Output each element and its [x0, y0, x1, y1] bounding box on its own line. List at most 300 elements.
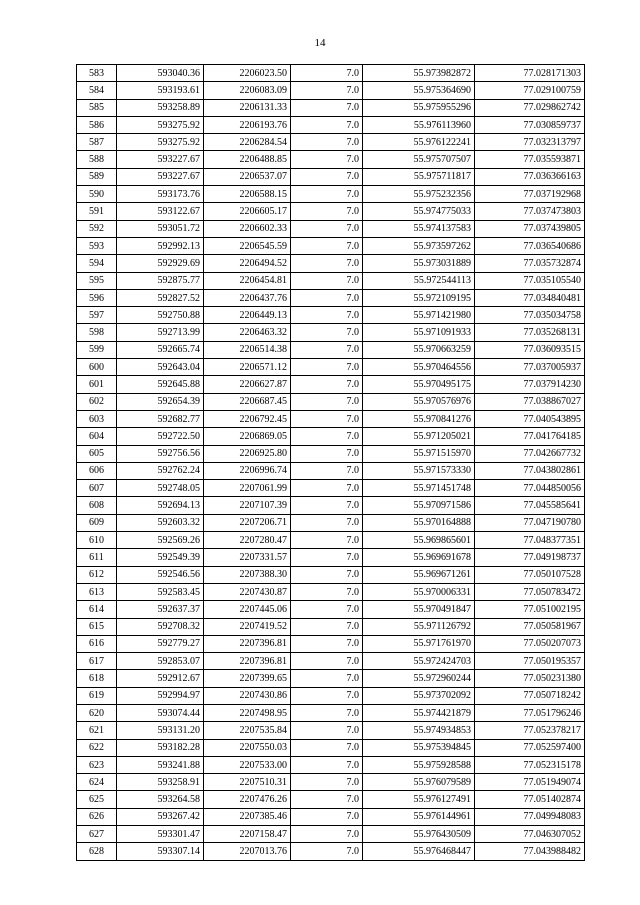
- point-number-cell: 615: [77, 618, 117, 635]
- y-coordinate-cell: 2206437.76: [204, 289, 291, 306]
- table-row: [77, 549, 585, 566]
- longitude-cell: 77.035105540: [475, 272, 585, 289]
- x-coordinate-cell: 592779.27: [117, 635, 204, 652]
- longitude-cell: 77.048377351: [475, 532, 585, 549]
- y-coordinate-cell: 2207013.76: [204, 843, 291, 860]
- y-coordinate-cell: 2206131.33: [204, 99, 291, 116]
- point-number-cell: 625: [77, 791, 117, 808]
- table-row: [77, 116, 585, 133]
- latitude-cell: 55.970576976: [363, 393, 475, 410]
- latitude-cell: 55.970491847: [363, 601, 475, 618]
- longitude-cell: 77.050207073: [475, 635, 585, 652]
- longitude-cell: 77.051949074: [475, 774, 585, 791]
- value-cell: 7.0: [291, 186, 363, 203]
- table-row: [77, 341, 585, 358]
- longitude-cell: 77.050107528: [475, 566, 585, 583]
- longitude-cell: 77.052378217: [475, 722, 585, 739]
- point-number-cell: 606: [77, 462, 117, 479]
- longitude-cell: 77.052315178: [475, 756, 585, 773]
- longitude-cell: 77.040543895: [475, 410, 585, 427]
- value-cell: 7.0: [291, 791, 363, 808]
- value-cell: 7.0: [291, 428, 363, 445]
- table-row: [77, 307, 585, 324]
- x-coordinate-cell: 592643.04: [117, 359, 204, 376]
- value-cell: 7.0: [291, 410, 363, 427]
- latitude-cell: 55.976127491: [363, 791, 475, 808]
- y-coordinate-cell: 2206284.54: [204, 134, 291, 151]
- table-row: [77, 497, 585, 514]
- y-coordinate-cell: 2207445.06: [204, 601, 291, 618]
- value-cell: 7.0: [291, 514, 363, 531]
- point-number-cell: 618: [77, 670, 117, 687]
- table-row: [77, 843, 585, 860]
- latitude-cell: 55.973031889: [363, 255, 475, 272]
- latitude-cell: 55.975232356: [363, 186, 475, 203]
- value-cell: 7.0: [291, 618, 363, 635]
- latitude-cell: 55.976079589: [363, 774, 475, 791]
- y-coordinate-cell: 2206571.12: [204, 359, 291, 376]
- y-coordinate-cell: 2207396.81: [204, 635, 291, 652]
- point-number-cell: 586: [77, 116, 117, 133]
- x-coordinate-cell: 592748.05: [117, 480, 204, 497]
- table-row: [77, 480, 585, 497]
- coordinates-table-body: [77, 65, 585, 861]
- longitude-cell: 77.043988482: [475, 843, 585, 860]
- latitude-cell: 55.974934853: [363, 722, 475, 739]
- latitude-cell: 55.969865601: [363, 532, 475, 549]
- value-cell: 7.0: [291, 134, 363, 151]
- value-cell: 7.0: [291, 393, 363, 410]
- longitude-cell: 77.028171303: [475, 65, 585, 82]
- longitude-cell: 77.036540686: [475, 237, 585, 254]
- latitude-cell: 55.970663259: [363, 341, 475, 358]
- latitude-cell: 55.975364690: [363, 82, 475, 99]
- y-coordinate-cell: 2207061.99: [204, 480, 291, 497]
- x-coordinate-cell: 592912.67: [117, 670, 204, 687]
- longitude-cell: 77.035034758: [475, 307, 585, 324]
- point-number-cell: 597: [77, 307, 117, 324]
- y-coordinate-cell: 2206083.09: [204, 82, 291, 99]
- point-number-cell: 614: [77, 601, 117, 618]
- x-coordinate-cell: 593051.72: [117, 220, 204, 237]
- longitude-cell: 77.034840481: [475, 289, 585, 306]
- table-row: [77, 514, 585, 531]
- point-number-cell: 626: [77, 808, 117, 825]
- longitude-cell: 77.035593871: [475, 151, 585, 168]
- value-cell: 7.0: [291, 99, 363, 116]
- y-coordinate-cell: 2207533.00: [204, 756, 291, 773]
- y-coordinate-cell: 2206454.81: [204, 272, 291, 289]
- table-row: [77, 635, 585, 652]
- latitude-cell: 55.973982872: [363, 65, 475, 82]
- table-row: [77, 653, 585, 670]
- x-coordinate-cell: 593258.89: [117, 99, 204, 116]
- latitude-cell: 55.971126792: [363, 618, 475, 635]
- x-coordinate-cell: 592853.07: [117, 653, 204, 670]
- x-coordinate-cell: 593307.14: [117, 843, 204, 860]
- latitude-cell: 55.969691678: [363, 549, 475, 566]
- latitude-cell: 55.970971586: [363, 497, 475, 514]
- value-cell: 7.0: [291, 341, 363, 358]
- x-coordinate-cell: 592708.32: [117, 618, 204, 635]
- point-number-cell: 585: [77, 99, 117, 116]
- longitude-cell: 77.037439805: [475, 220, 585, 237]
- value-cell: 7.0: [291, 808, 363, 825]
- longitude-cell: 77.038867027: [475, 393, 585, 410]
- point-number-cell: 596: [77, 289, 117, 306]
- table-row: [77, 739, 585, 756]
- x-coordinate-cell: 592756.56: [117, 445, 204, 462]
- x-coordinate-cell: 593301.47: [117, 826, 204, 843]
- latitude-cell: 55.974137583: [363, 220, 475, 237]
- value-cell: 7.0: [291, 65, 363, 82]
- table-row: [77, 756, 585, 773]
- longitude-cell: 77.037473803: [475, 203, 585, 220]
- table-row: [77, 237, 585, 254]
- point-number-cell: 603: [77, 410, 117, 427]
- y-coordinate-cell: 2206996.74: [204, 462, 291, 479]
- latitude-cell: 55.976468447: [363, 843, 475, 860]
- latitude-cell: 55.976430509: [363, 826, 475, 843]
- table-row: [77, 220, 585, 237]
- point-number-cell: 589: [77, 168, 117, 185]
- latitude-cell: 55.971091933: [363, 324, 475, 341]
- y-coordinate-cell: 2207206.71: [204, 514, 291, 531]
- longitude-cell: 77.029862742: [475, 99, 585, 116]
- latitude-cell: 55.970006331: [363, 583, 475, 600]
- value-cell: 7.0: [291, 704, 363, 721]
- latitude-cell: 55.971515970: [363, 445, 475, 462]
- point-number-cell: 593: [77, 237, 117, 254]
- y-coordinate-cell: 2207476.26: [204, 791, 291, 808]
- y-coordinate-cell: 2206537.07: [204, 168, 291, 185]
- x-coordinate-cell: 593173.76: [117, 186, 204, 203]
- y-coordinate-cell: 2206545.59: [204, 237, 291, 254]
- longitude-cell: 77.036366163: [475, 168, 585, 185]
- x-coordinate-cell: 593264.58: [117, 791, 204, 808]
- x-coordinate-cell: 593267.42: [117, 808, 204, 825]
- longitude-cell: 77.037914230: [475, 376, 585, 393]
- y-coordinate-cell: 2206449.13: [204, 307, 291, 324]
- value-cell: 7.0: [291, 601, 363, 618]
- value-cell: 7.0: [291, 843, 363, 860]
- page-number: 14: [314, 37, 326, 49]
- y-coordinate-cell: 2206627.87: [204, 376, 291, 393]
- x-coordinate-cell: 593275.92: [117, 134, 204, 151]
- x-coordinate-cell: 593074.44: [117, 704, 204, 721]
- table-row: [77, 134, 585, 151]
- value-cell: 7.0: [291, 583, 363, 600]
- latitude-cell: 55.972424703: [363, 653, 475, 670]
- y-coordinate-cell: 2206792.45: [204, 410, 291, 427]
- table-row: [77, 324, 585, 341]
- table-row: [77, 774, 585, 791]
- latitude-cell: 55.973597262: [363, 237, 475, 254]
- latitude-cell: 55.970464556: [363, 359, 475, 376]
- y-coordinate-cell: 2206687.45: [204, 393, 291, 410]
- x-coordinate-cell: 593241.88: [117, 756, 204, 773]
- x-coordinate-cell: 592569.26: [117, 532, 204, 549]
- table-row: [77, 462, 585, 479]
- x-coordinate-cell: 592603.32: [117, 514, 204, 531]
- y-coordinate-cell: 2207430.86: [204, 687, 291, 704]
- longitude-cell: 77.051402874: [475, 791, 585, 808]
- value-cell: 7.0: [291, 168, 363, 185]
- y-coordinate-cell: 2206869.05: [204, 428, 291, 445]
- table-row: [77, 376, 585, 393]
- x-coordinate-cell: 593275.92: [117, 116, 204, 133]
- x-coordinate-cell: 592682.77: [117, 410, 204, 427]
- latitude-cell: 55.976144961: [363, 808, 475, 825]
- table-row: [77, 601, 585, 618]
- x-coordinate-cell: 592762.24: [117, 462, 204, 479]
- latitude-cell: 55.976122241: [363, 134, 475, 151]
- value-cell: 7.0: [291, 462, 363, 479]
- point-number-cell: 590: [77, 186, 117, 203]
- longitude-cell: 77.051002195: [475, 601, 585, 618]
- y-coordinate-cell: 2207430.87: [204, 583, 291, 600]
- x-coordinate-cell: 593258.91: [117, 774, 204, 791]
- table-row: [77, 445, 585, 462]
- point-number-cell: 624: [77, 774, 117, 791]
- table-row: [77, 393, 585, 410]
- value-cell: 7.0: [291, 116, 363, 133]
- table-row: [77, 151, 585, 168]
- table-row: [77, 704, 585, 721]
- value-cell: 7.0: [291, 220, 363, 237]
- x-coordinate-cell: 593040.36: [117, 65, 204, 82]
- y-coordinate-cell: 2207388.30: [204, 566, 291, 583]
- value-cell: 7.0: [291, 203, 363, 220]
- point-number-cell: 617: [77, 653, 117, 670]
- point-number-cell: 623: [77, 756, 117, 773]
- value-cell: 7.0: [291, 445, 363, 462]
- x-coordinate-cell: 593227.67: [117, 168, 204, 185]
- point-number-cell: 627: [77, 826, 117, 843]
- latitude-cell: 55.971205021: [363, 428, 475, 445]
- x-coordinate-cell: 592992.13: [117, 237, 204, 254]
- longitude-cell: 77.047190780: [475, 514, 585, 531]
- point-number-cell: 598: [77, 324, 117, 341]
- point-number-cell: 620: [77, 704, 117, 721]
- value-cell: 7.0: [291, 739, 363, 756]
- value-cell: 7.0: [291, 653, 363, 670]
- longitude-cell: 77.051796246: [475, 704, 585, 721]
- point-number-cell: 600: [77, 359, 117, 376]
- longitude-cell: 77.037005937: [475, 359, 585, 376]
- latitude-cell: 55.972960244: [363, 670, 475, 687]
- value-cell: 7.0: [291, 549, 363, 566]
- value-cell: 7.0: [291, 272, 363, 289]
- table-row: [77, 359, 585, 376]
- latitude-cell: 55.975707507: [363, 151, 475, 168]
- longitude-cell: 77.050581967: [475, 618, 585, 635]
- latitude-cell: 55.975711817: [363, 168, 475, 185]
- y-coordinate-cell: 2207419.52: [204, 618, 291, 635]
- point-number-cell: 604: [77, 428, 117, 445]
- longitude-cell: 77.029100759: [475, 82, 585, 99]
- latitude-cell: 55.971573330: [363, 462, 475, 479]
- longitude-cell: 77.044850056: [475, 480, 585, 497]
- value-cell: 7.0: [291, 359, 363, 376]
- point-number-cell: 628: [77, 843, 117, 860]
- point-number-cell: 607: [77, 480, 117, 497]
- y-coordinate-cell: 2207498.95: [204, 704, 291, 721]
- y-coordinate-cell: 2206514.38: [204, 341, 291, 358]
- y-coordinate-cell: 2206494.52: [204, 255, 291, 272]
- y-coordinate-cell: 2206588.15: [204, 186, 291, 203]
- longitude-cell: 77.035268131: [475, 324, 585, 341]
- point-number-cell: 602: [77, 393, 117, 410]
- latitude-cell: 55.970841276: [363, 410, 475, 427]
- value-cell: 7.0: [291, 497, 363, 514]
- y-coordinate-cell: 2206488.85: [204, 151, 291, 168]
- longitude-cell: 77.032313797: [475, 134, 585, 151]
- x-coordinate-cell: 593182.28: [117, 739, 204, 756]
- value-cell: 7.0: [291, 722, 363, 739]
- point-number-cell: 616: [77, 635, 117, 652]
- x-coordinate-cell: 592546.56: [117, 566, 204, 583]
- table-row: [77, 65, 585, 82]
- latitude-cell: 55.974421879: [363, 704, 475, 721]
- value-cell: 7.0: [291, 237, 363, 254]
- longitude-cell: 77.049198737: [475, 549, 585, 566]
- table-row: [77, 791, 585, 808]
- point-number-cell: 621: [77, 722, 117, 739]
- point-number-cell: 601: [77, 376, 117, 393]
- value-cell: 7.0: [291, 324, 363, 341]
- longitude-cell: 77.037192968: [475, 186, 585, 203]
- point-number-cell: 611: [77, 549, 117, 566]
- latitude-cell: 55.970495175: [363, 376, 475, 393]
- point-number-cell: 599: [77, 341, 117, 358]
- value-cell: 7.0: [291, 826, 363, 843]
- point-number-cell: 613: [77, 583, 117, 600]
- value-cell: 7.0: [291, 255, 363, 272]
- y-coordinate-cell: 2207510.31: [204, 774, 291, 791]
- value-cell: 7.0: [291, 566, 363, 583]
- x-coordinate-cell: 592994.97: [117, 687, 204, 704]
- point-number-cell: 592: [77, 220, 117, 237]
- x-coordinate-cell: 592637.37: [117, 601, 204, 618]
- longitude-cell: 77.042667732: [475, 445, 585, 462]
- longitude-cell: 77.036093515: [475, 341, 585, 358]
- value-cell: 7.0: [291, 82, 363, 99]
- latitude-cell: 55.973702092: [363, 687, 475, 704]
- latitude-cell: 55.971451748: [363, 480, 475, 497]
- table-row: [77, 566, 585, 583]
- value-cell: 7.0: [291, 289, 363, 306]
- table-row: [77, 670, 585, 687]
- x-coordinate-cell: 592665.74: [117, 341, 204, 358]
- longitude-cell: 77.050195357: [475, 653, 585, 670]
- latitude-cell: 55.971421980: [363, 307, 475, 324]
- point-number-cell: 583: [77, 65, 117, 82]
- x-coordinate-cell: 592875.77: [117, 272, 204, 289]
- y-coordinate-cell: 2207158.47: [204, 826, 291, 843]
- value-cell: 7.0: [291, 532, 363, 549]
- value-cell: 7.0: [291, 307, 363, 324]
- x-coordinate-cell: 593193.61: [117, 82, 204, 99]
- point-number-cell: 595: [77, 272, 117, 289]
- longitude-cell: 77.050718242: [475, 687, 585, 704]
- table-row: [77, 826, 585, 843]
- table-row: [77, 583, 585, 600]
- table-row: [77, 410, 585, 427]
- longitude-cell: 77.050783472: [475, 583, 585, 600]
- y-coordinate-cell: 2207399.65: [204, 670, 291, 687]
- y-coordinate-cell: 2206602.33: [204, 220, 291, 237]
- x-coordinate-cell: 593122.67: [117, 203, 204, 220]
- value-cell: 7.0: [291, 756, 363, 773]
- latitude-cell: 55.970164888: [363, 514, 475, 531]
- table-row: [77, 618, 585, 635]
- x-coordinate-cell: 593227.67: [117, 151, 204, 168]
- value-cell: 7.0: [291, 151, 363, 168]
- y-coordinate-cell: 2207280.47: [204, 532, 291, 549]
- y-coordinate-cell: 2207535.84: [204, 722, 291, 739]
- value-cell: 7.0: [291, 687, 363, 704]
- table-row: [77, 99, 585, 116]
- latitude-cell: 55.974775033: [363, 203, 475, 220]
- point-number-cell: 591: [77, 203, 117, 220]
- point-number-cell: 588: [77, 151, 117, 168]
- point-number-cell: 605: [77, 445, 117, 462]
- y-coordinate-cell: 2206925.80: [204, 445, 291, 462]
- point-number-cell: 612: [77, 566, 117, 583]
- x-coordinate-cell: 592827.52: [117, 289, 204, 306]
- latitude-cell: 55.972109195: [363, 289, 475, 306]
- point-number-cell: 584: [77, 82, 117, 99]
- point-number-cell: 594: [77, 255, 117, 272]
- latitude-cell: 55.975928588: [363, 756, 475, 773]
- value-cell: 7.0: [291, 670, 363, 687]
- point-number-cell: 587: [77, 134, 117, 151]
- y-coordinate-cell: 2207331.57: [204, 549, 291, 566]
- table-row: [77, 186, 585, 203]
- x-coordinate-cell: 592713.99: [117, 324, 204, 341]
- x-coordinate-cell: 592645.88: [117, 376, 204, 393]
- coordinates-table: [76, 64, 585, 861]
- x-coordinate-cell: 593131.20: [117, 722, 204, 739]
- table-row: [77, 808, 585, 825]
- longitude-cell: 77.043802861: [475, 462, 585, 479]
- point-number-cell: 619: [77, 687, 117, 704]
- longitude-cell: 77.030859737: [475, 116, 585, 133]
- longitude-cell: 77.049948083: [475, 808, 585, 825]
- table-row: [77, 532, 585, 549]
- longitude-cell: 77.052597400: [475, 739, 585, 756]
- table-row: [77, 687, 585, 704]
- latitude-cell: 55.975955296: [363, 99, 475, 116]
- latitude-cell: 55.969671261: [363, 566, 475, 583]
- table-row: [77, 82, 585, 99]
- table-row: [77, 722, 585, 739]
- table-row: [77, 255, 585, 272]
- x-coordinate-cell: 592929.69: [117, 255, 204, 272]
- y-coordinate-cell: 2207396.81: [204, 653, 291, 670]
- point-number-cell: 609: [77, 514, 117, 531]
- x-coordinate-cell: 592750.88: [117, 307, 204, 324]
- point-number-cell: 610: [77, 532, 117, 549]
- table-row: [77, 272, 585, 289]
- longitude-cell: 77.041764185: [475, 428, 585, 445]
- value-cell: 7.0: [291, 635, 363, 652]
- value-cell: 7.0: [291, 480, 363, 497]
- latitude-cell: 55.976113960: [363, 116, 475, 133]
- x-coordinate-cell: 592694.13: [117, 497, 204, 514]
- longitude-cell: 77.050231380: [475, 670, 585, 687]
